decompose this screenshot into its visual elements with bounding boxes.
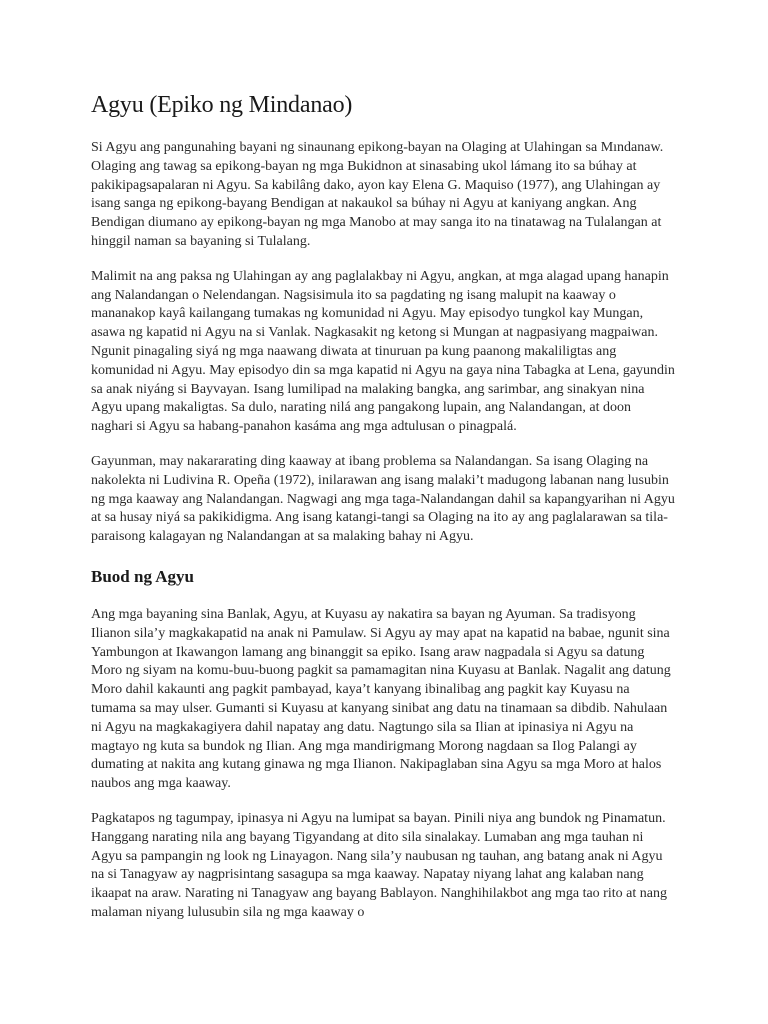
paragraph-ulahingan: Malimit na ang paksa ng Ulahingan ay ang paglalakbay ni Agyu, angkan, at mga alagad upang hanapin ang Nalandangan o Nelendangan. Nagsisimula ito sa pagdating ng isang malupit na kaaway o mananakop kayâ kailangang tumakas ng komunidad ni Agyu. May episodyo tungkol kay Mungan, asawa ng kapatid ni Agyu na si Vanlak. Nagkasakit ng ketong si Mungan at nagpasiyang magpaiwan. Ngunit pinagaling siyá ng mga naawang diwata at tinuruan pa kung paanong makaliligtas ang komunidad ni Agyu. May episodyo din sa mga kapatid ni Agyu na gaya nina Tabagka at Lena, gayundin sa anak niyáng si Bayvayan. Isang lumilipad na malaking bangka, ang sarimbar, ang sinakyan nina Agyu upang makaligtas. Sa dulo, narating nilá ang pangakong lupain, ang Nalandangan, at doon naghari si Agyu sa habang-panahon kasáma ang mga adtulusan o pinagpalá. <box>91 268 675 435</box>
section-heading-buod: Buod ng Agyu <box>91 566 194 586</box>
paragraph-buod-2: Pagkatapos ng tagumpay, ipinasya ni Agyu na lumipat sa bayan. Pinili niya ang bundok ng Pinamatun. Hanggang narating nila ang bayang Tigyandang at dito sila sinalakay. Lumaban ang mga tauhan ni Agyu sa pampangin ng look ng Linayagon. Nang sila’y naubusan ng tauhan, ang batang anak ni Agyu na si Tanagyaw ay nagprisintang sasagupa sa mga kaaway. Napatay niyang lahat ang kalaban nang ikaapat na araw. Narating ni Tanagyaw ang bayang Bablayon. Nanghihilakbot ang mga tao rito at nang malaman niyang lulusubin sila ng mga kaaway o <box>91 810 667 920</box>
paragraph-intro: Si Agyu ang pangunahing bayani ng sinaunang epikong-bayan na Olaging at Ulahingan sa Mındanaw. Olaging ang tawag sa epikong-bayan ng mga Bukidnon at sinasabing ukol lámang ito sa búhay at pakikipagsapalaran ni Agyu. Sa kabilâng dako, ayon kay Elena G. Maquiso (1977), ang Ulahingan ay isang sanga ng epikong-bayang Bendigan at nakaukol sa búhay ni Agyu at kaniyang angkan. Ang Bendigan diumano ay epikong-bayan ng mga Manobo at may sanga ito na tinatawag na Tulalangan at hinggil naman sa bayaning si Tulalang. <box>91 140 664 249</box>
document-title: Agyu (Epiko ng Mindanao) <box>91 92 353 118</box>
paragraph-olaging: Gayunman, may nakararating ding kaaway at ibang problema sa Nalandangan. Sa isang Olaging na nakolekta ni Ludivina R. Opeña (1972), inilarawan ang isang malaki’t madugong labanan nang lusubin ng mga kaaway ang Nalandangan. Nagwagi ang mga taga-Nalandangan dahil sa kapangyarihan ni Agyu at sa husay niyá sa pakikidigma. Ang isang katangi-tangi sa Olaging na ito ay ang paglalarawan sa tila-paraisong kalagayan ng Nalandangan at sa malaking bahay ni Agyu. <box>91 453 675 545</box>
paragraph-buod-1: Ang mga bayaning sina Banlak, Agyu, at Kuyasu ay nakatira sa bayan ng Ayuman. Sa tradisyong Ilianon sila’y magkakapatid na anak ni Pamulaw. Si Agyu ay may apat na kapatid na babae, ngunit sina Yambungon at Ikawangon lamang ang binanggit sa epiko. Isang araw nagpadala si Agyu sa datung Moro ng siyam na komu-buu-buong pagkit sa pamamagitan nina Kuyasu at Banlak. Nagalit ang datung Moro dahil kakaunti ang pagkit pambayad, kaya’t kanyang ibinalibag ang pagkit kay Kuyasu na tumama sa may ulser. Gumanti si Kuyasu at kanyang sinibat ang datu na tinamaan sa dibdib. Nahulaan ni Agyu na magkakagiyera dahil napatay ang datu. Nagtungo sila sa Ilian at ipinasiya ni Agyu na magtayo ng kuta sa bundok ng Ilian. Ang mga mandirigmang Morong nagdaan sa Ilog Palangi ay dumating at nakita ang kutang ginawa ng mga Ilianon. Nakipaglaban sina Agyu sa mga Moro at halos naubos ang mga kaaway. <box>91 606 671 792</box>
